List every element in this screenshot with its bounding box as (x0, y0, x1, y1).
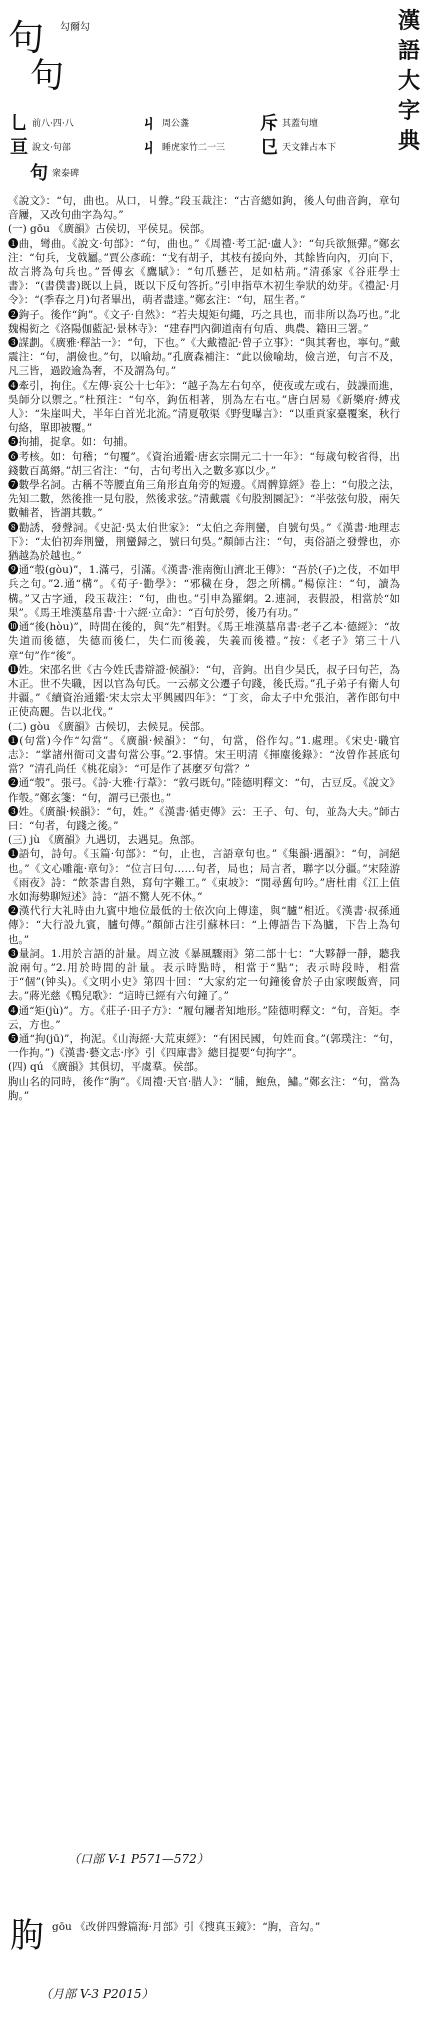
entry-paragraph: 朐山名的同時，後作“朐”。《周禮·天官·腊人》：“脯，鮑魚，鱐。”鄭玄注：“句，當為朐。” (8, 1075, 400, 1102)
entry-paragraph: ❺拘捕，捉拿。如：句捕。 (8, 436, 134, 449)
entry-paragraph: ❸姓。《廣韻·候韻》：“句，姓。”《漢書·循吏傳》云：王子、句、句，並為大夫。”師古曰：“句者，句踐之後。” (8, 805, 400, 832)
head-pronunciation: 勾爾勾 (60, 22, 90, 33)
entry-paragraph: (四) qú 《廣韻》其俱切，平虞羣。侯部。 (8, 1061, 205, 1074)
entry-body (8, 194, 400, 1103)
form-item: 乚前八·四·八 (10, 113, 74, 134)
entry-paragraph: ❹牽引，拘住。《左傳·哀公十七年》：“越子為左右句卒，使夜或左或右，鼓譟而進，吳師分以禦之。”杜預注：“句卒，鉤伍相著，別為左右屯。”唐白居易《新樂府·縛戎人》：“朱崖叫犬，半年白首光北流。”清夏敬渠《野叟曝言》：“以重貢家臺覆案，秋行句絡，單即被覆。” (8, 379, 400, 435)
source-reference: （口部 V-1 P571—572） (68, 1852, 209, 1866)
entry-paragraph: ❽勸誘，發聲詞。《史記·吳太伯世家》：“太伯之奔荆蠻，自號句吳。”《漢書·地理志下》：“太伯初奔荆蠻，荆蠻歸之，號曰句吳。”顏師古注：“句，夷俗語之發聲也，亦猶越為於越也。” (8, 521, 400, 563)
entry-paragraph: ❷漢代行大礼時由九賓中地位最低的士依次向上傳達，與“臚”相近。《漢書·叔孫通傳》：“大行設九賓，臚句傳。”顏師古注引蘇林曰：“上傳語告下為臚，下告上為句也。” (8, 905, 400, 946)
form-item: 句衆泰碑 (30, 163, 80, 184)
entry-paragraph: ⓫姓。宋邵名世《古今姓氏書辯證·候韻》：“句，音鉤。出自少昊氏，叔子曰句芒，為木正。世不失職，因以官為句氏。一云郝文公遷子句踐，後氏焉。”孔子弟子有衛人句井疆。”《續資治通鑑·宋太宗太平興國四年》：“丁亥，命太子中允張泊，著作郎句中正使高麗。告以北伐。” (8, 663, 400, 719)
entry-paragraph: ❶語句，詩句。《玉篇·句部》：“句，止也，言語章句也。”《集韻·遇韻》：“句，詞絕也。”《文心雕龍·章句》：“位言曰句……句者，局也；局言者，聯字以分疆。”宋陸游《雨夜》詩：“飲茶書自熟，寫句字難工。”《東坡》：“閒尋舊句吟。”唐杜甫《江上值水如海勢聊短述》詩：“語不驚人死不休。” (8, 848, 400, 903)
head-character-variant: 句 (30, 56, 64, 96)
form-item: ㄐ睡虎家竹二一三 (140, 137, 226, 158)
entry-paragraph: ❻考核。如：句稽；“句覆”。《資治通鑑·唐玄宗開元二十一年》：“每歲句較省得，出錢數百萬緡。”胡三省注：“句，古句考出入之數多寡以少。” (8, 450, 400, 477)
entry-paragraph: ❺通“拘(jū)”，拘泥。《山海經·大荒東經》：“有困民國，句姓而食。”(郭璞注：“句，一作拘。”)《漢書·藝文志·序》引《四庫書》總目提要“句拘字”。 (8, 1032, 400, 1060)
entry-paragraph: ❾通“彀(gòu)”，1.滿弓，引滿。《漢書·淮南衡山濟北王傳》：“吾於(子)之伎，不如甲兵之句。”2.通“構”。《荀子·勸學》：“邪穢在身，怨之所構。”楊倞注：“句，讀為構。”又古字通，段玉裁注：“句，曲也。”引申為羅網。2.連詞，表假設，相當於“如果”。《馬王堆漢墓帛書·十六經·立命》：“百句於勞，後乃有功。” (8, 564, 400, 619)
entry-paragraph: ❸量詞。1.用於言語的計量。周立波《暴風驟雨》第二部十七：“大夥靜一靜，聽我說兩句。”2.用於時間的計量。表示時點時，相當于“點”；表示時段時，相當于“個”(钟头)。《文明小史》第四十回：“大家約定一句鐘後會於子由家喫飯齊，同去。”蔣光慈《鴨兒歌》：“這時已經有六句鐘了。” (8, 947, 400, 1003)
entry-paragraph: ❼數學名詞。古稱不等腰直角三角形直角旁的短邊。《周髀算經》卷上：“句股之法，先知二數，然後推一見句股，然後求弦。”清戴震《句股割圜記》：“半弦弦句股，兩矢數輔者，皆謂其數。” (8, 479, 400, 520)
entry-paragraph: ❹通“矩(jù)”。方。《莊子·田子方》：“履句屨者知地形。”陸德明釋文：“句，音矩。李云，方也。” (8, 1004, 400, 1031)
entry-paragraph: 《說文》：“句，曲也。从口，丩聲。”段玉裁注：“古音總如鉤，後人句曲音鉤，章句音屨，又改句曲字為勾。” (8, 195, 400, 222)
entry-paragraph: (一) gōu 《廣韻》古侯切，平侯見。侯部。 (8, 223, 211, 236)
head-character: 句 (8, 18, 45, 59)
form-item: 斥其蓋句壇 (260, 113, 319, 134)
entry-paragraph: (二) gòu 《廣韻》古候切，去候見。侯部。 (8, 720, 211, 733)
second-head-character: 朐 (10, 1916, 44, 1956)
form-item: 亘說文·句部 (10, 137, 71, 158)
entry-paragraph: ❷鉤子。後作“鉤”。《文子·自然》：“若夫規矩句繩，巧之具也，而非所以為巧也。”北魏楊衒之《洛陽伽藍記·景林寺》：“建春門內御道南有句盾、典農、籍田三署。” (8, 308, 400, 335)
entry-paragraph: (三) jù 《廣韻》九遇切，去遇見。魚部。 (8, 834, 201, 847)
entry-paragraph: ❶曲，彎曲。《說文·句部》：“句，曲也。”《周禮·考工記·盧人》：“句兵欲無彈。”鄭玄注：“句兵，戈戟屬。”賈公彥疏：“戈有胡子，其枝有援向外，其餘皆向內，刃向下，故言將為句兵也。”晉傅玄《鷹賦》：“句爪懸芒，足如枯荊。”清孫家《谷莊學士書》：“(書僕書)既以上員，既以下反句答折。”引申指草木初生拳狀的幼芽。《禮記·月令》：“(季春之月)句者畢出，萌者盡達。”鄭玄注：“句，屈生者。” (8, 237, 400, 307)
entry-paragraph: ❷通“彀”。張弓。《詩·大雅·行葦》：“敦弓既句。”陸德明釋文：“句，古豆反。《說文》作彀。”鄭玄箋：“句，謂弓已張也。” (8, 777, 400, 804)
side-title: 漢語大字典 (397, 8, 420, 154)
second-entry: gōu 《改併四聲篇海·月部》引《搜真玉鏡》：“朐，音勾。” (52, 1921, 321, 1933)
second-source-reference: （月部 V-3 P2015） (40, 1987, 154, 2001)
entry-paragraph: ❶(句當)今作“勾當”。《廣韻·候韻》：“句，句當，俗作勾。”1.處理。《宋史·職官志》：“掌諸州衙司文書句當公事。”2.事情。宋王明清《揮麈後錄》：“汝曾作甚底句當？”清孔尚任《桃花扇》：“可是作了甚麼歹句當？” (8, 734, 400, 776)
entry-paragraph: ❿通“後(hòu)”，時間在後的，與“先”相對。《馬王堆漢墓帛書·老子乙本·德經》：“故失道而後德，失德而後仁，失仁而後義，失義而後禮。”按：《老子》第三十八章“句”作“後”。 (8, 621, 400, 662)
form-item: 㔾天文雜占本下 (260, 137, 337, 158)
entry-paragraph: ❸謀劃。《廣雅·釋詁一》：“句，下也。”《大戴禮記·曾子立事》：“與其奢也，寧句。”戴震注：“句，謂儉也。”句，以喻劫。”孔廣森補注：“此以儉喻劫，儉言逆，句言不及，凡三皆，過跤逾為奢，不及謂為句。” (8, 337, 400, 378)
form-item: ㄐ周公盞 (140, 113, 190, 134)
